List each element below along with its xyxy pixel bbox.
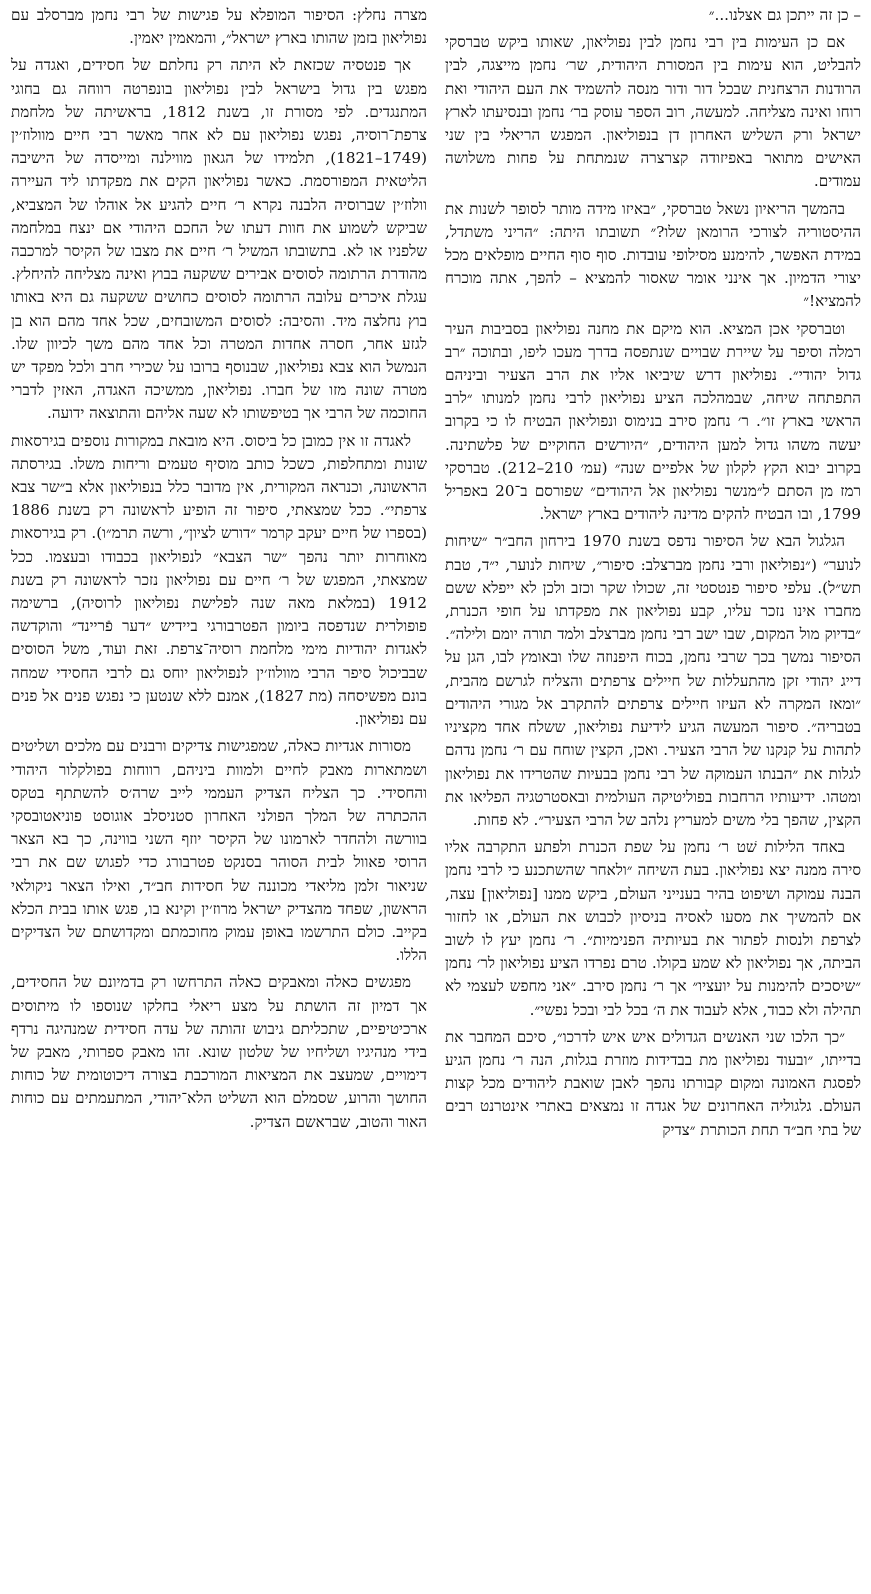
paragraph: אם כן העימות בין רבי נחמן לבין נפוליאון, שאותו ביקש טברסקי להבליט, הוא עימות בין המסורת היהודית, שר׳ נחמן מייצגה, לבין הרודנות הרצחנית שבכל דור ודור מנסה להשמיד את העם היהודי ואת רוחו ואינה מצליחה. למעשה, רוב הספר עוסק בר׳ נחמן ובנסיעתו לארץ ישראל ורק השליש האחרון דן בנפוליאון. המפגש הריאלי בין שני האישים מתואר באפיזודה קצרצרה שנמתחת על פחות משלושה עמודים. xyxy=(445,33,861,191)
paragraph: – כן זה ייתכן גם אצלנו...״ xyxy=(708,6,861,24)
paragraph: אך פנטסיה שכזאת לא היתה רק נחלתם של חסידים, ואגדה על מפגש בין גדול בישראל לבין נפוליאון בונפרטה רווחה גם בחוגי המתנגדים. לפי מסורת זו, בשנת 1812, בראשיתה של מלחמת צרפת־רוסיה, נפגש נפוליאון עם לא אחר מאשר רבי חיים מוולוז׳ין (1749–1821), תלמידו של הגאון מווילנה ומייסדה של הישיבה הליטאית המפורסמת. כאשר נפוליאון הקים את מפקדתו ליד העיירה וולוז׳ין שברוסיה הלבנה נקרא ר׳ חיים להגיע אל אוהלו של המצביא, שביקש לשמוע את חוות דעתו של החכם היהודי אם ינצח במלחמה שלפניו או לא. בתשובתו המשיל ר׳ חיים את מצבו של הקיסר למרכבה מהודרת הרתומה לסוסים אבירים ששקעה בבוץ ואינה מצליחה להיחלץ. עגלת איכרים עלובה הרתומה לסוסים כחושים ששקעה גם היא באותו בוץ נחלצה מיד. והסיבה: לסוסים המשובחים, שכל אחד מהם הוא בן לגזע אחר, חסרה אחדות המטרה וכל אחד מהם משך לכיוון שלו. הנמשל הוא צבא נפוליאון, שבנוסף ברובו על שכירי חרב ולכל מפקד יש מטרה שונה מזו של חברו. נפוליאון, ממשיכה האגדה, האזין לדברי החוכמה של הרבי אך בטיפשותו לא שעה אליהם והתוצאה ידועה. xyxy=(11,56,428,423)
right-column xyxy=(445,4,861,1594)
left-column xyxy=(11,4,427,1594)
paragraph: בהמשך הריאיון נשאל טברסקי, ״באיזו מידה מותר לסופר לשנות את ההיסטוריה לצורכי הרומאן שלו?״ תשובתו היתה: ״הריני משתדל, במידת האפשר, להימנע מסילופי עובדות. סוף סוף החיים מופלאים מכל יצורי הדמיון. אך אינני אומר שאסור להמציא – להפך, אתה מוכרח להמציא!״ xyxy=(445,199,861,311)
paragraph: וטברסקי אכן המציא. הוא מיקם את מחנה נפוליאון בסביבות העיר רמלה וסיפר על שיירת שבויים שנתפסה בדרך מעכו ליפו, ובתוכה ״רב גדול יהודי״. נפוליאון דרש שיביאו אליו את הרב הצעיר וביניהם התפתחה שיחה, שבמהלכה הציע נפוליאון לרבי נחמן למנותו ״לרב הראשי בארץ זו״. ר׳ נחמן סירב בנימוס ונפוליאון הבטיח לו כי בקרוב יעשה משהו גדול למען היהודים, ״היורשים החוקיים של פלשתינה. בקרוב יבוא הקץ לקלון של אלפיים שנה״ (עמ׳ 210–212). טברסקי רמז מן הסתם ל״מנשר נפוליאון אל היהודים״ שפורסם ב־20 באפריל 1799, ובו הבטיח להקים מדינה ליהודים בארץ ישראל. xyxy=(445,319,861,524)
paragraph: לאגדה זו אין כמובן כל ביסוס. היא מובאת במקורות נוספים בגירסאות שונות ומתחלפות, כשכל כותב מוסיף טעמים וריחות משלו. בגירסתה הראשונה, וכנראה המקורית, אין מדובר כלל בנפוליאון אלא ב״שר צבא צרפתי״. ככל שמצאתי, סיפור זה הופיע לראשונה רק בשנת 1886 (בספרו של חיים יעקב קרמר ״דורש לציון״, ורשה תרמ״ו). רק בגירסאות מאוחרות יותר נהפך ״שר הצבא״ לנפוליאון בכבודו ובעצמו. ככל שמצאתי, המפגש של ר׳ חיים עם נפוליאון נזכר לראשונה רק בשנת 1912 (במלאת מאה שנה לפלישת נפוליאון לרוסיה), ברשימה פופולרית שנדפסה ביומון הפטרבורגי ביידיש ״דער פֿריינד״ והוקדשה לאגדות יהודיות מימי מלחמת רוסיה־צרפת. זאת ועוד, משל הסוסים שבביכול סיפר הרבי מוולוז׳ין לנפוליאון יוחס גם לרבי החסידי שמחה בונם מפשיסחה (מת 1827), אמנם ללא שנטען כי נפגש פנים אל פנים עם נפוליאון. xyxy=(11,431,427,729)
article-columns xyxy=(10,4,861,1594)
paragraph: ״כך הלכו שני האנשים הגדולים איש איש לדרכו״, סיכם המחבר את בדייתו, ״ובעוד נפוליאון מת בבדידות מוזרת בגלות, הנה ר׳ נחמן הגיע לפסגת האמונה ומקום קבורתו נהפך לאבן שואבת ליהודים מכל קצות העולם. גלגוליה האחרונים של אגדה זו נמצאים באתרי אינטרנט רבים של בתי חב״ד תחת הכותרת ״צדיק xyxy=(445,1027,861,1139)
paragraph: מפגשים כאלה ומאבקים כאלה התרחשו רק בדמיונם של החסידים, אך דמיון זה הושתת על מצע ריאלי בחלקו שנוספו לו מיתוסים ארכיטיפיים, שתכליתם גיבוש זהותה של עדה חסידית שמנהיגה נרדף בידי מנהיגיו ושליחיו של שלטון שונא. זהו מאבק ספרותי, מאבק של דימויים, שמעצב את המציאות המורכבת בצורה דיכוטומית של כוחות החושך והרוע, שסמלם הוא השליט הלא־יהודי, המתעמתים עם כוחות האור והטוב, שבראשם הצדיק. xyxy=(11,973,427,1131)
paragraph: מצרה נחלץ: הסיפור המופלא על פגישות של רבי נחמן מברסלב עם נפוליאון בזמן שהותו בארץ ישראל״, והמאמין יאמין. xyxy=(11,6,427,48)
paragraph: באחד הלילות שׁט ר׳ נחמן על שפת הכנרת ולפתע התקרבה אליו סירה ממנה יצא נפוליאון. בעת השיחה ״ולאחר שהשתכנע כי לרבי נחמן הבנה עמוקה ושיפוט בהיר בענייני העולם, ביקש ממנו [נפוליאון] עצה, אם להמשיך את מסעו לאסיה בניסיון לכבוש את העולם, או לחזור לצרפת ולנסות לפתור את בעיותיה הפנימיות״. ר׳ נחמן יעץ לו לשוב הביתה, אך נפוליאון לא שמע בקולו. טרם נפרדו הציע נפוליאון לר׳ נחמן ״שיסכים להימנות על יועציו״ אך ר׳ נחמן סירב. ״אני מחפש לעצמי לא תהילה ולא כבוד, אלא לעבוד את ה׳ בכל לבי ובכל נפשי״. xyxy=(445,838,861,1019)
paragraph: מסורות אגדיות כאלה, שמפגישות צדיקים ורבנים עם מלכים ושליטים ושמתארות מאבק לחיים ולמוות ביניהם, רווחות בפולקלור היהודי והחסידי. כך הצליח הצדיק העממי לייב שרה׳ס להשתתף בטקס ההכתרה של המלך הפולני האחרון סטניסלב אוגוסט פוניאטובסקי בוורשה ולהחדר לארמונו של הקיסר יוזף השני בווינה, כך בא הצאר הרוסי פאוול לבית הסוהר בסנקט פטרבורג כדי לפגוש שם את רבי שניאור זלמן מליאדי מכוננה של חסידות חב״ד, ואילו הצאר ניקולאי הראשון, שפחד מהצדיק ישראל מרוז׳ין וקינא בו, פגש אותו בבית הכלא בקייב. כולם התרשמו באופן עמוק מחוכמתם ומקדושתם של הצדיקים הללו. xyxy=(11,737,427,965)
paragraph: הגלגול הבא של הסיפור נדפס בשנת 1970 בירחון החב״ר ״שיחות לנוער״ (״נפוליאון ורבי נחמן מברצלב: סיפור״, שיחות לנוער, י״ד, טבת תש״ל). עלפי סיפור פנטסטי זה, שכולו שקר וכזב ולכן לא ייפלא ששם מחברו אינו נזכר עליו, קבע נפוליאון את מפקדתו על חופי הכנרת, ״בדיוק מול המקום, שבו ישב רבי נחמן מברצלב ולמד תורה יומם ולילה״. הסיפור נמשך בכך שרבי נחמן, בכוח היפנוזה שלו ובאומץ לבו, הגן על דייג יהודי זקן מהתעללות של חיילים צרפתים והצליח לגרשם מהבית, ״ומאז המקרה לא העיזו חיילים צרפתים להתקרב אל מגורי היהודים בטבריה״. סיפור המעשה הגיע לידיעת נפוליאון, ששלח אחד מקציניו לתהות על קנקנו של הרבי הצעיר. ואכן, הקצין שוחח עם ר׳ נחמן נדהם לגלות את ״הבנתו העמוקה של רבי נחמן בבעיות שהטרידו את נפוליאון ומטהו. ידיעותיו הרחבות בפוליטיקה העולמית ובאסטרטגיה הפליאו את הקצין, שהפך בלי משים למעריץ נלהב של הרבי הצעיר״. לא פחות. xyxy=(445,532,862,829)
